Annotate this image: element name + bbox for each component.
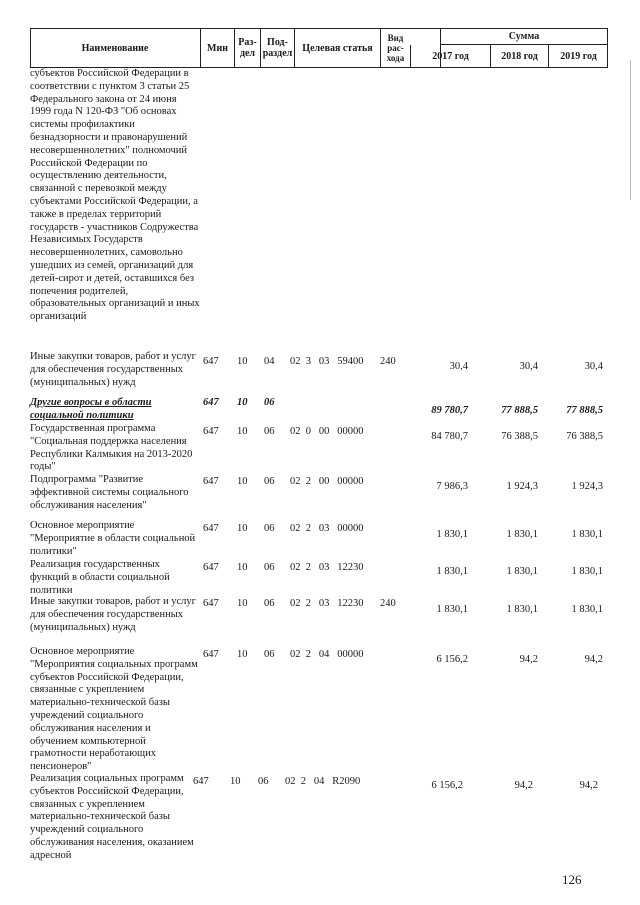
row-3-name: Государственная программа "Социальная поддержка населения Республики Калмыкия на 2013-2020 годы": [30, 423, 193, 473]
row-5-2017: 1 830,1: [436, 529, 468, 540]
row-1-razdel: 10: [237, 356, 248, 367]
row-8-2018: 94,2: [519, 654, 538, 665]
row-5-2018: 1 830,1: [506, 529, 538, 540]
row-1-2017: 30,4: [449, 361, 468, 372]
row-6-cs: 02 2 03 12230: [290, 562, 364, 573]
row-9-razdel: 10: [230, 776, 241, 787]
row-8-podrazdel: 06: [264, 649, 275, 660]
row-4-podrazdel: 06: [264, 476, 275, 487]
row-6-2018: 1 830,1: [506, 566, 538, 577]
row-1-2018: 30,4: [519, 361, 538, 372]
row-2-2017: 89 780,7: [431, 405, 468, 416]
row-2-razdel: 10: [237, 397, 248, 408]
row-6-razdel: 10: [237, 562, 248, 573]
header-summa: Сумма: [508, 30, 540, 42]
header-name: Наименование: [81, 42, 149, 54]
row-9-2019: 94,2: [579, 780, 598, 791]
row-5-name: Основное мероприятие "Мероприятие в области социальной политики": [30, 520, 196, 557]
row-1-vid: 240: [380, 356, 396, 367]
row-3-razdel: 10: [237, 426, 248, 437]
row-8-razdel: 10: [237, 649, 248, 660]
row-6-name: Реализация государственных функций в области социальной политики: [30, 559, 170, 596]
row-4-name: Подпрограмма "Развитие эффективной системы социального обслуживания населения": [30, 474, 189, 511]
header-2017: 2017 год: [410, 45, 490, 68]
row-1-2019: 30,4: [584, 361, 603, 372]
header-2019: 2019 год: [548, 45, 608, 68]
header-min: Мин: [200, 28, 234, 68]
row-1-podrazdel: 04: [264, 356, 275, 367]
row-7-vid: 240: [380, 598, 396, 609]
row-2-min: 647: [203, 397, 219, 408]
row-8-2019: 94,2: [584, 654, 603, 665]
header-podrazdel: Под- раздел: [260, 28, 294, 68]
header-razdel: Раз- дел: [234, 28, 260, 68]
row-9-2017: 6 156,2: [431, 780, 463, 791]
row-7-min: 647: [203, 598, 219, 609]
row-6-2017: 1 830,1: [436, 566, 468, 577]
row-8-cs: 02 2 04 00000: [290, 649, 364, 660]
row-7-razdel: 10: [237, 598, 248, 609]
row-5-min: 647: [203, 523, 219, 534]
row-6-2019: 1 830,1: [571, 566, 603, 577]
row-4-2018: 1 924,3: [506, 481, 538, 492]
row-2-name: Другие вопросы в области социальной политики: [30, 397, 152, 421]
row-5-2019: 1 830,1: [571, 529, 603, 540]
header-celevaya: Целевая статья: [294, 28, 380, 68]
row-3-min: 647: [203, 426, 219, 437]
scan-edge: [630, 60, 631, 200]
row-8-2017: 6 156,2: [436, 654, 468, 665]
row-1-name: Иные закупки товаров, работ и услуг для обеспечения государственных (муниципальных) нужд: [30, 351, 196, 388]
row-1-min: 647: [203, 356, 219, 367]
header-2018: 2018 год: [490, 45, 548, 68]
row-4-min: 647: [203, 476, 219, 487]
row-9-2018: 94,2: [514, 780, 533, 791]
row-7-2018: 1 830,1: [506, 604, 538, 615]
row-2-2019: 77 888,5: [566, 405, 603, 416]
row-5-cs: 02 2 03 00000: [290, 523, 364, 534]
row-5-podrazdel: 06: [264, 523, 275, 534]
table-header: [30, 28, 608, 68]
row-4-razdel: 10: [237, 476, 248, 487]
row-7-name: Иные закупки товаров, работ и услуг для обеспечения государственных (муниципальных) нужд: [30, 596, 196, 633]
row-1-cs: 02 3 03 59400: [290, 356, 364, 367]
page-number: 126: [562, 872, 582, 887]
row-7-podrazdel: 06: [264, 598, 275, 609]
row-6-min: 647: [203, 562, 219, 573]
row-8-name: Основное мероприятие "Мероприятия социальных программ субъектов Российской Федерации, связанные с укреплением материально-технической базы учреждений социального обслуживания населения и обучением компьютерной грамотности неработающих пенсионеров": [30, 646, 198, 773]
row-3-2019: 76 388,5: [566, 431, 603, 442]
row-3-cs: 02 0 00 00000: [290, 426, 364, 437]
row-9-min: 647: [193, 776, 209, 787]
row-4-2017: 7 986,3: [436, 481, 468, 492]
row-9-name: Реализация социальных программ субъектов Российской Федерации, связанных с укреплением материально-технической базы учреждений социального обслуживания населения, оказанием адресной: [30, 773, 194, 861]
row-0-name: субъектов Российской Федерации в соответствии с пунктом 3 статьи 25 Федерального закона от 24 июня 1999 года N 120-ФЗ "Об основах системы профилактики безнадзорности и правонарушений несовершеннолетних" полномочий Российской Федерации по осуществлению деятельности, связанной с перевозкой между субъектами Российской Федерации, а также в пределах территорий государств - участников Содружества Независимых Государств несовершеннолетних, самовольно ушедших из семей, организаций для детей-сирот и детей, оставшихся без попечения родителей, образовательных организаций и иных организаций: [30, 68, 200, 323]
header-vid: Вид рас- хода: [380, 28, 410, 68]
row-7-cs: 02 2 03 12230: [290, 598, 364, 609]
row-5-razdel: 10: [237, 523, 248, 534]
row-7-2019: 1 830,1: [571, 604, 603, 615]
row-4-cs: 02 2 00 00000: [290, 476, 364, 487]
row-3-2018: 76 388,5: [501, 431, 538, 442]
row-7-2017: 1 830,1: [436, 604, 468, 615]
row-9-cs: 02 2 04 R2090: [285, 776, 361, 787]
row-3-podrazdel: 06: [264, 426, 275, 437]
row-9-podrazdel: 06: [258, 776, 269, 787]
row-2-podrazdel: 06: [264, 397, 275, 408]
row-3-2017: 84 780,7: [431, 431, 468, 442]
row-6-podrazdel: 06: [264, 562, 275, 573]
row-8-min: 647: [203, 649, 219, 660]
row-2-2018: 77 888,5: [501, 405, 538, 416]
row-4-2019: 1 924,3: [571, 481, 603, 492]
